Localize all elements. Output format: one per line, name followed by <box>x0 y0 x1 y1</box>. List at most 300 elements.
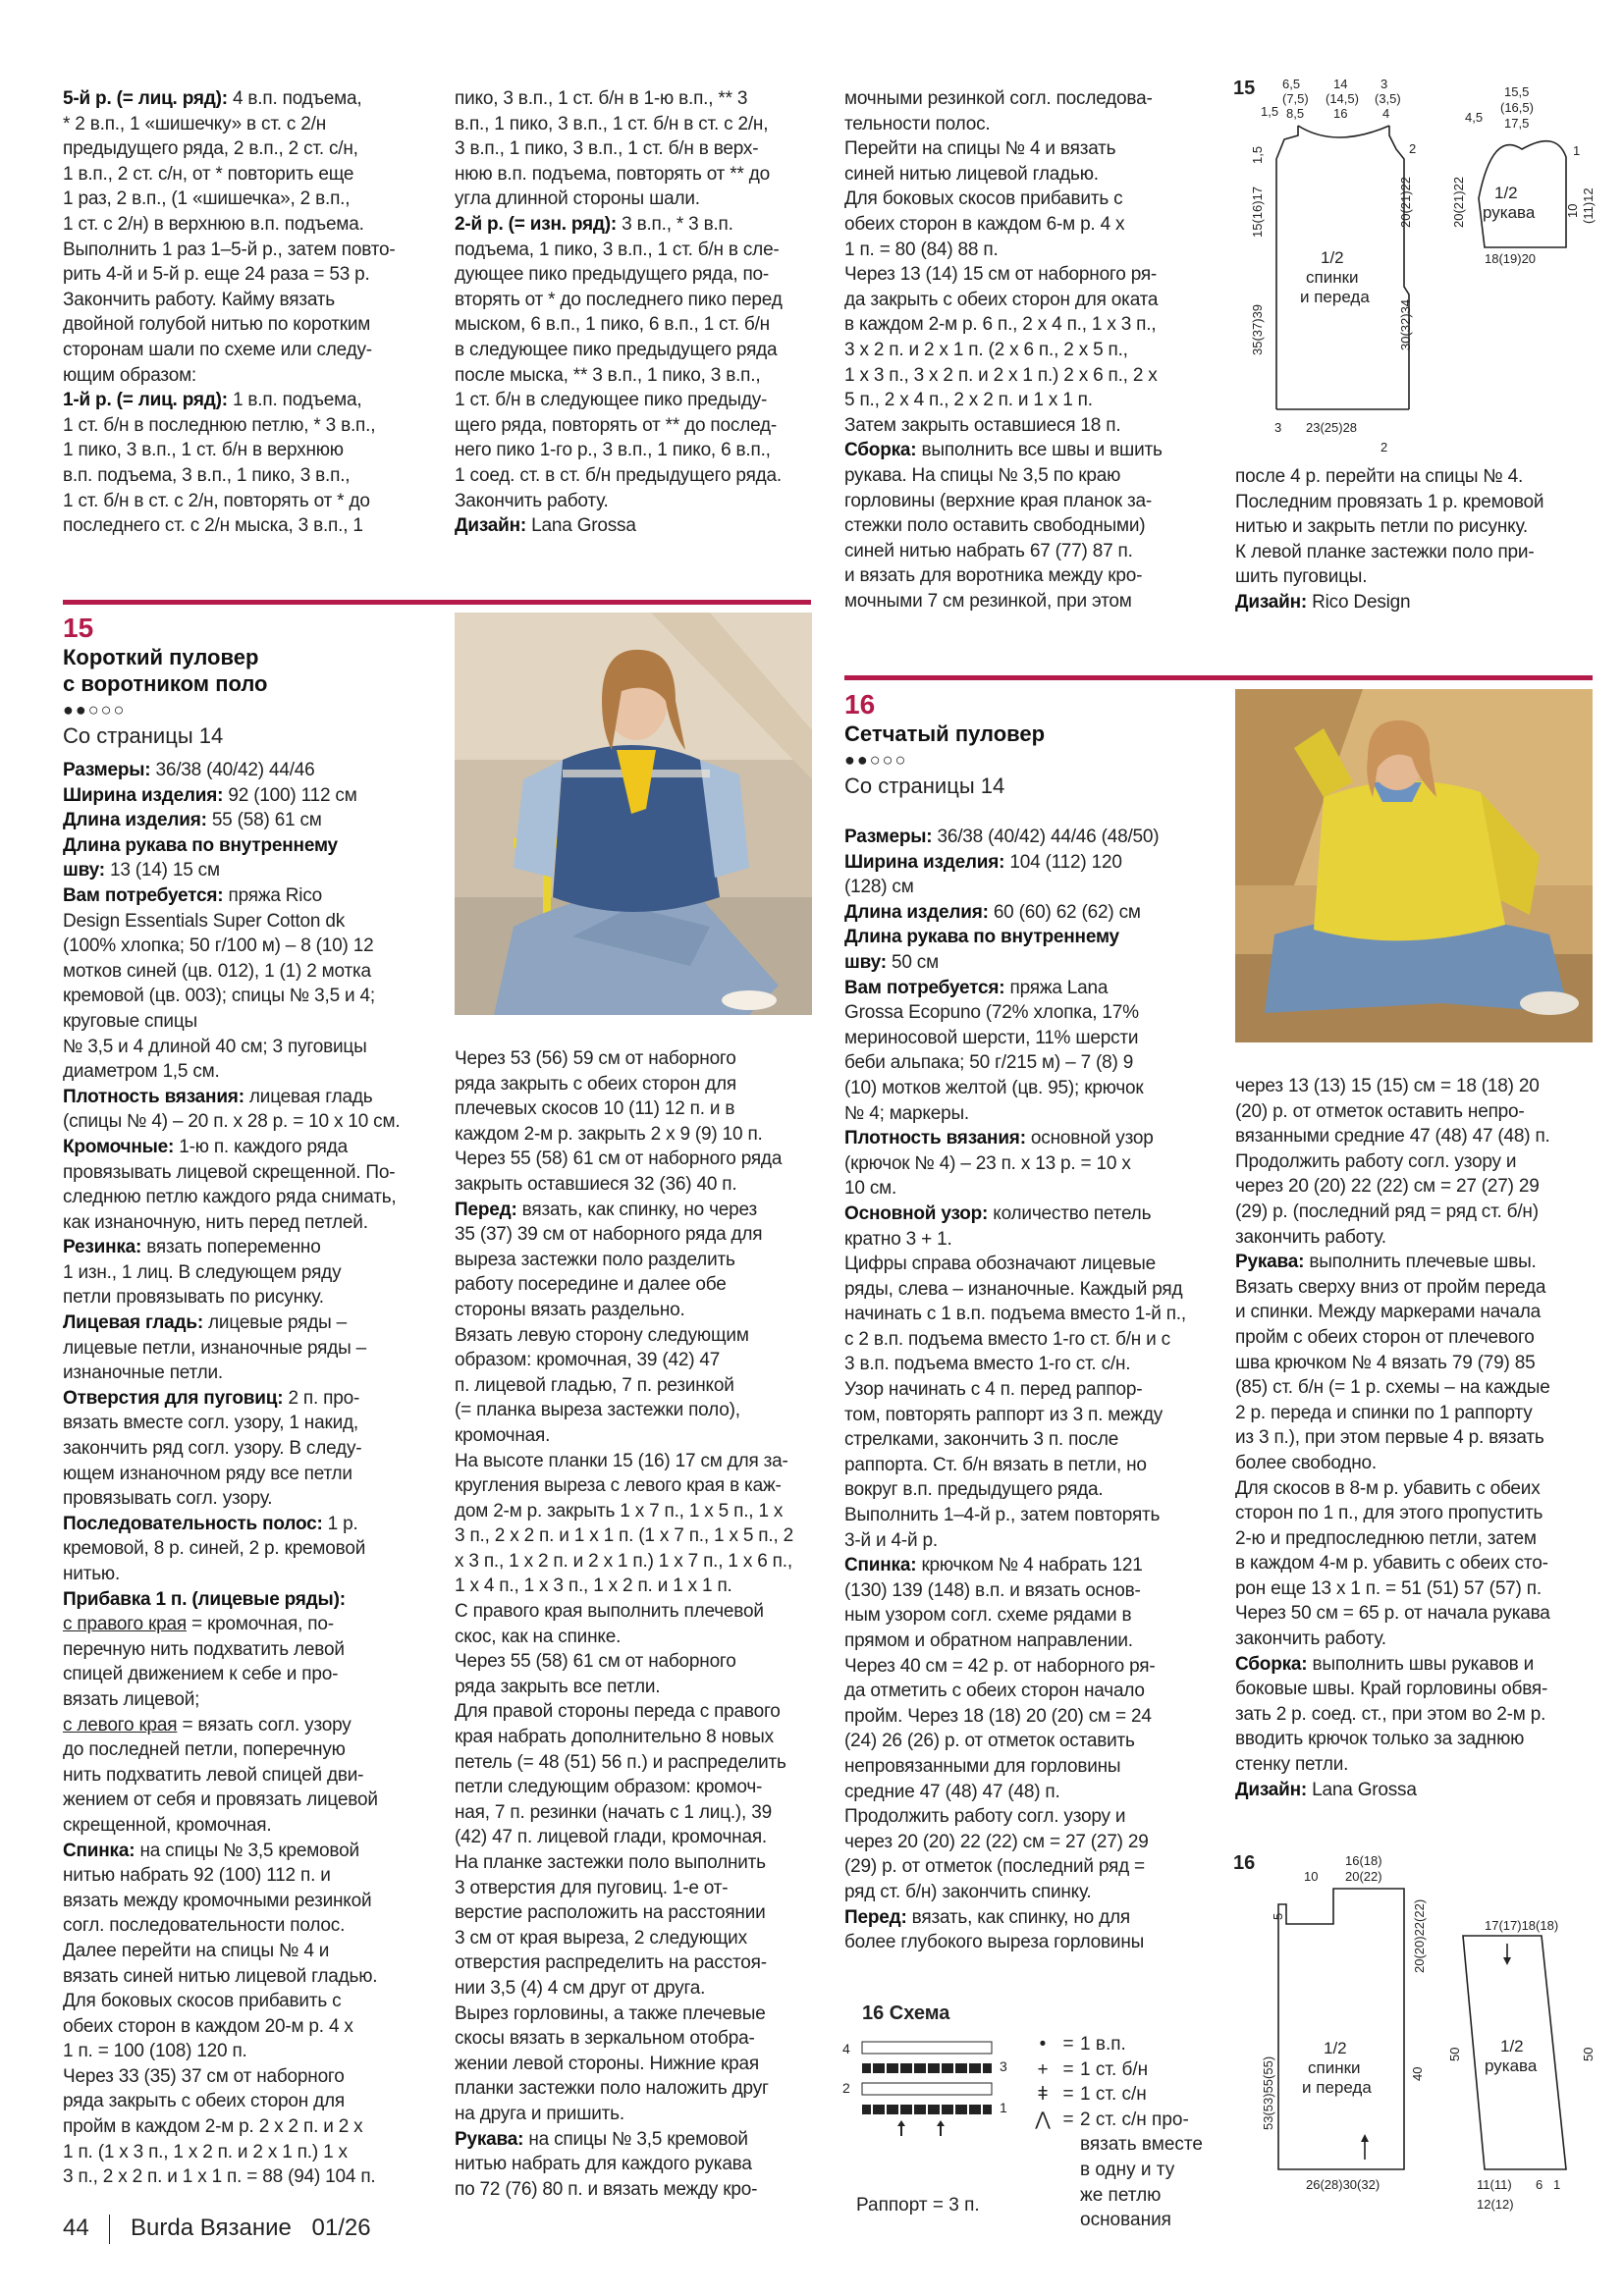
text-line <box>1235 464 1608 490</box>
line-text: и вязать для воротника между кро- <box>844 565 1143 587</box>
text-line <box>1235 1225 1608 1251</box>
line-text: более свободно. <box>1235 1452 1377 1473</box>
legend-text: в одну и ту <box>1080 2159 1175 2180</box>
text-line <box>63 2064 436 2090</box>
sl-one: 1 <box>1553 2177 1561 2192</box>
legend-symbol <box>1029 2183 1056 2209</box>
text-line <box>1235 1149 1608 1175</box>
legend-symbol <box>1029 2208 1056 2233</box>
text-line <box>63 1788 436 1813</box>
label: Дизайн: <box>455 515 527 537</box>
text-line <box>844 1000 1218 1026</box>
text-line <box>844 513 1218 539</box>
line-text: кремовой, 8 р. синей, 2 р. кремовой <box>63 1538 366 1560</box>
text-line <box>844 1729 1218 1754</box>
s16-col-2 <box>1235 1074 1608 1802</box>
text-line <box>455 112 828 137</box>
line-text: провязывать лицевой скрещенной. По- <box>63 1161 396 1183</box>
line-text: начинать с 1 в.п. подъема вместо 1-й п., <box>844 1304 1186 1325</box>
text-line <box>455 2152 828 2177</box>
line-text: боковые швы. Край горловины обвя- <box>1235 1679 1548 1700</box>
line-text: нюю в.п. подъема, повторять от ** до <box>455 163 770 185</box>
text-line <box>63 984 436 1009</box>
text-line <box>63 288 426 313</box>
text-line <box>63 1411 436 1436</box>
text-line <box>1235 564 1608 590</box>
line-text: обеих сторон в каждом 6-м р. 4 х <box>844 213 1125 235</box>
text-line <box>1235 1752 1608 1778</box>
text-line <box>455 1046 828 1072</box>
line-text: раппорта. Ст. б/н вязать в петли, но <box>844 1454 1147 1475</box>
text-line <box>844 1854 1218 1880</box>
scheme-16-block <box>842 2002 1235 2231</box>
line-text: закрыть оставшиеся 32 (36) 40 п. <box>455 1173 737 1195</box>
text-line <box>455 1373 828 1399</box>
row-4-label: 4 <box>842 2041 850 2056</box>
body-label-2: спинки <box>1308 2058 1361 2077</box>
text-line <box>1235 1601 1608 1627</box>
legend-text: 2 ст. с/н про- <box>1080 2109 1189 2130</box>
line-text: На высоте планки 15 (16) 17 см для за- <box>455 1450 788 1471</box>
line-text: 3 в.п. подъема вместо 1-го ст. с/н. <box>844 1354 1131 1375</box>
line-text: обеих сторон в каждом 20-м р. 4 х <box>63 2015 353 2037</box>
sl-r1: 10 <box>1565 203 1580 218</box>
line-text: синей нитью лицевой гладью. <box>844 163 1099 185</box>
dim-bottom: 26(28)30(32) <box>1306 2177 1380 2192</box>
line-text: петли провязывать по рисунку. <box>63 1287 324 1308</box>
line-text: (= планка выреза застежки поло), <box>455 1400 740 1421</box>
line-text: работу посередине и далее обе <box>455 1274 727 1296</box>
text-line <box>63 513 426 539</box>
text-line <box>455 1272 828 1298</box>
label: Сборка: <box>844 440 917 461</box>
legend-equals: = <box>1062 2109 1074 2130</box>
line-text: да отметить с обеих сторон начало <box>844 1681 1145 1702</box>
line-text: (спицы № 4) – 20 п. х 28 р. = 10 х 10 см. <box>63 1111 401 1133</box>
line-text: ным узором согл. схеме рядами в <box>844 1605 1132 1627</box>
text-line <box>844 86 1218 112</box>
text-line <box>844 1804 1218 1830</box>
text-line <box>844 1176 1218 1201</box>
label: шву: <box>844 951 887 973</box>
text-line <box>63 1964 436 1990</box>
line-text: Для боковых скосов прибавить с <box>63 1991 342 2012</box>
label: Рукава: <box>455 2128 524 2150</box>
line-text: Вязать левую сторону следующим <box>455 1324 749 1346</box>
dim-w2: 14 <box>1333 77 1348 91</box>
line-text: (29) р. от отметок (последний ряд = <box>844 1856 1145 1878</box>
label: 2-й р. (= изн. ряд): <box>455 213 618 235</box>
sl-top: 15,5 <box>1504 84 1530 99</box>
text-line <box>1235 514 1608 540</box>
legend-text: 1 ст. с/н <box>1080 2084 1147 2106</box>
text-line <box>844 900 1218 926</box>
text-line <box>455 363 828 389</box>
label: Вам потребуется: <box>63 884 224 906</box>
text-line <box>455 2127 828 2153</box>
difficulty-dots: ●●○○○ <box>844 750 908 770</box>
label: Спинка: <box>844 1555 917 1576</box>
label: Прибавка 1 п. (лицевые ряды): <box>63 1588 346 1610</box>
text-line <box>63 934 436 959</box>
text-line <box>455 463 828 489</box>
text-line <box>63 262 426 288</box>
rapport-label: Раппорт = 3 п. <box>856 2195 980 2216</box>
line-text: том, повторять раппорт из 3 п. между <box>844 1404 1164 1425</box>
text-line <box>844 1327 1218 1353</box>
line-text: 13 (14) 15 см <box>104 860 220 881</box>
line-text: планки застежки поло наложить друг <box>455 2078 769 2100</box>
text-line <box>63 388 426 413</box>
line-text: ная, 7 п. резинки (начать с 1 лиц.), 39 <box>455 1801 772 1823</box>
page-footer <box>63 2215 371 2244</box>
text-line <box>844 187 1218 212</box>
text-line <box>844 338 1218 363</box>
text-line <box>1235 490 1608 515</box>
text-line <box>455 136 828 162</box>
line-text: нии 3,5 (4) 4 см друг от друга. <box>455 1977 706 1999</box>
text-line <box>455 1222 828 1248</box>
sl-bottom: 18(19)20 <box>1485 251 1537 266</box>
line-text: 3 в.п., 1 пико, 3 в.п., 1 ст. б/н в верх- <box>455 138 759 160</box>
dim-side-top2: 1,5 <box>1250 145 1265 164</box>
text-line <box>63 1737 436 1763</box>
section-16-number: 16 <box>844 689 876 720</box>
line-text: выполнить плечевые швы. <box>1304 1252 1537 1273</box>
line-text: вязать, как спинку, но через <box>516 1199 757 1220</box>
text-line <box>63 1085 436 1110</box>
legend-text: же петлю <box>1080 2184 1162 2206</box>
line-text: двойной голубой нитью по коротким <box>63 314 371 336</box>
sl-side: 4,5 <box>1465 110 1484 125</box>
line-text: петель (= 48 (51) 56 п.) и распределить <box>455 1751 786 1773</box>
line-text: (20) р. от отметок оставить непро- <box>1235 1100 1525 1122</box>
text-line <box>63 136 426 162</box>
text-line <box>844 1427 1218 1453</box>
line-text: вязать попеременно <box>141 1237 321 1258</box>
line-text: пройм с обеих сторон от плечевого <box>1235 1326 1535 1348</box>
line-text: крючком № 4 набрать 121 <box>916 1555 1143 1576</box>
line-text: Узор начинать с 4 п. перед раппор- <box>844 1379 1143 1401</box>
legend-equals: = <box>1062 2034 1074 2055</box>
line-text: закончить работу. <box>1235 1226 1386 1248</box>
text-line <box>63 1235 436 1260</box>
dim-w2b: (14,5) <box>1326 91 1359 106</box>
text-line <box>63 1662 436 1687</box>
text-line <box>63 1035 436 1060</box>
line-text: края набрать дополнительно 8 новых <box>455 1727 774 1748</box>
line-text: Вязать сверху вниз от пройм переда <box>1235 1276 1546 1298</box>
line-text: 36/38 (40/42) 44/46 (48/50) <box>932 827 1160 847</box>
line-text: нитью и закрыть петли по рисунку. <box>1235 516 1528 538</box>
line-text: = кромочная, по- <box>186 1614 334 1635</box>
legend-item <box>1029 2108 1235 2133</box>
line-text: ряда закрыть все петли. <box>455 1676 661 1697</box>
text-line <box>63 1310 436 1336</box>
text-line <box>455 1248 828 1273</box>
label: Ширина изделия: <box>63 784 224 806</box>
text-line <box>455 1473 828 1499</box>
line-text: Lana Grossa <box>526 515 636 537</box>
row-2-label: 2 <box>842 2080 850 2096</box>
line-text: вокруг в.п. предыдущего ряда. <box>844 1479 1104 1501</box>
text-line <box>63 1210 436 1236</box>
text-line <box>844 112 1218 137</box>
text-line <box>63 86 426 112</box>
text-line <box>455 1699 828 1725</box>
text-line <box>844 976 1218 1001</box>
dim-w1: 6,5 <box>1282 77 1301 91</box>
text-line <box>63 1512 436 1537</box>
text-line <box>844 413 1218 439</box>
sl-top3: 17,5 <box>1504 116 1530 131</box>
row-3-label: 3 <box>1000 2058 1007 2074</box>
text-line <box>844 312 1218 338</box>
line-text: 3-й и 4-й р. <box>844 1529 938 1551</box>
line-text: Затем закрыть оставшиеся 18 п. <box>844 414 1121 436</box>
text-line <box>455 338 828 363</box>
text-line <box>63 238 426 263</box>
sl-top: 17(17)18(18) <box>1485 1918 1559 1933</box>
text-line <box>63 1813 436 1839</box>
text-line <box>63 312 426 338</box>
text-line <box>455 162 828 187</box>
text-line <box>455 1976 828 2002</box>
text-line <box>455 489 828 514</box>
dim-top1: 16(18) <box>1345 1853 1382 1868</box>
text-line <box>1235 1702 1608 1728</box>
label: Дизайн: <box>1235 591 1308 613</box>
text-line <box>63 112 426 137</box>
text-line <box>63 338 426 363</box>
sl-label-2: рукава <box>1483 203 1536 222</box>
text-line <box>1235 540 1608 565</box>
text-line <box>844 463 1218 489</box>
top-col-4 <box>1235 464 1608 615</box>
line-text: предыдущего ряда, 2 в.п., 2 ст. с/н, <box>63 138 358 160</box>
text-line <box>63 1361 436 1386</box>
text-line <box>63 1386 436 1412</box>
line-text: ряды, слева – изнаночные. Каждый ряд <box>844 1278 1183 1300</box>
text-line <box>455 1147 828 1172</box>
sl-label-1: 1/2 <box>1494 184 1518 202</box>
text-line <box>455 1649 828 1675</box>
text-line <box>63 1135 436 1160</box>
line-text: после мыска, ** 3 в.п., 1 пико, 3 в.п., <box>455 364 761 386</box>
line-text: выполнить все швы и вшить <box>916 440 1163 461</box>
line-text: него пико 1-го р., 3 в.п., 1 пико, 6 в.п., <box>455 440 771 461</box>
line-text: из 3 п.), при этом первые 4 р. вязать <box>1235 1427 1544 1449</box>
text-line <box>1235 1099 1608 1125</box>
legend-symbol <box>1029 2132 1056 2158</box>
line-text: 3 см от края выреза, 2 следующих <box>455 1927 747 1949</box>
line-text: вязать лицевой; <box>63 1688 200 1710</box>
line-text: Продолжить работу согл. узору и <box>1235 1150 1517 1172</box>
line-text: 1 п. (1 х 3 п., 1 х 2 п. и 2 х 1 п.) 1 х <box>63 2141 348 2163</box>
line-text: сторонам шали по схеме или следу- <box>63 339 372 360</box>
line-text: Перейти на спицы № 4 и вязать <box>844 138 1116 160</box>
section-16-rule <box>844 675 1593 680</box>
s15-col-1 <box>63 758 436 2190</box>
text-line <box>844 1553 1218 1578</box>
text-line <box>455 2177 828 2203</box>
text-line <box>63 858 436 883</box>
label: Перед: <box>844 1906 907 1928</box>
line-text: Через 33 (35) 37 см от наборного <box>63 2065 345 2087</box>
label: Длина изделия: <box>844 901 989 923</box>
line-text: 1 п. = 80 (84) 88 п. <box>844 239 999 260</box>
line-text: лицевые ряды – <box>202 1312 348 1334</box>
text-line <box>1235 590 1608 615</box>
line-text: отверстия распределить на расстоя- <box>455 1952 767 1974</box>
text-line <box>455 1825 828 1850</box>
text-line <box>844 1754 1218 1780</box>
line-text: закончить ряд согл. узору. В следу- <box>63 1438 362 1460</box>
line-text: 36/38 (40/42) 44/46 <box>150 760 315 780</box>
footer-divider <box>109 2215 110 2244</box>
line-text: 1 изн., 1 лиц. В следующем ряду <box>63 1261 342 1283</box>
line-text: вязанными средние 47 (48) 47 (48) п. <box>1235 1126 1550 1148</box>
text-line <box>844 1026 1218 1051</box>
text-line <box>63 2014 436 2040</box>
issue-number: 01/26 <box>311 2215 371 2242</box>
line-text: плечевых скосов 10 (11) 12 п. и в <box>455 1098 735 1120</box>
label: шву: <box>63 860 105 881</box>
dim-top2: 20(22) <box>1345 1869 1382 1884</box>
line-text: изнаночные петли. <box>63 1362 224 1384</box>
text-line <box>455 1599 828 1625</box>
legend-symbol: ǂ <box>1037 2084 1049 2106</box>
text-line <box>844 1830 1218 1855</box>
dim-w1b: (7,5) <box>1282 91 1309 106</box>
line-text: Через 55 (58) 61 см от наборного <box>455 1651 736 1673</box>
label: Вам потребуется: <box>844 977 1005 998</box>
section-16-title: Сетчатый пуловер <box>844 721 1046 746</box>
line-text: кромочная. <box>455 1424 551 1446</box>
text-line <box>1235 1451 1608 1476</box>
line-text: непровязанными для горловины <box>844 1755 1121 1777</box>
text-line <box>63 463 426 489</box>
line-text: в.п., 1 пико, 3 в.п., 1 ст. б/н в ст. с 2/н, <box>455 113 769 134</box>
text-line <box>455 1850 828 1876</box>
text-line <box>455 1523 828 1549</box>
text-line <box>455 86 828 112</box>
label: Длина изделия: <box>63 810 207 831</box>
line-text: 3 п., 2 х 2 п. и 1 х 1 п. = 88 (94) 104 п. <box>63 2166 376 2188</box>
label: Последовательность полос: <box>63 1513 323 1534</box>
text-line <box>455 1625 828 1650</box>
text-line <box>844 1629 1218 1654</box>
line-text: подъема, 1 пико, 3 в.п., 1 ст. б/н в сле- <box>455 239 780 260</box>
line-text: рон еще 13 х 1 п. = 51 (51) 57 (57) п. <box>1235 1577 1542 1599</box>
line-text: вторять от * до последнего пико перед <box>455 289 783 310</box>
sl-one: 1 <box>1573 143 1581 158</box>
line-text: 3 в.п., * 3 в.п. <box>617 213 733 235</box>
label: Перед: <box>455 1199 517 1220</box>
text-line <box>455 1775 828 1800</box>
legend-symbol <box>1029 2158 1056 2183</box>
text-line <box>844 136 1218 162</box>
line-text: (100% хлопка; 50 г/100 м) – 8 (10) 12 <box>63 935 374 957</box>
difficulty-dots: ●●○○○ <box>63 700 127 720</box>
line-text: рить 4-й и 5-й р. еще 24 раза = 53 р. <box>63 264 370 286</box>
line-text: шить пуговицы. <box>1235 566 1368 588</box>
text-line <box>455 212 828 238</box>
text-line <box>1235 1124 1608 1149</box>
text-line <box>63 2164 436 2190</box>
text-line <box>844 1151 1218 1177</box>
text-line <box>844 1277 1218 1303</box>
line-text: жении левой стороны. Нижние края <box>455 2053 759 2074</box>
photo-16-yellow-mesh-pullover <box>1235 689 1593 1042</box>
line-text: в каждом 4-м р. убавить с обеих сто- <box>1235 1553 1548 1575</box>
text-line <box>844 850 1218 876</box>
sl-r2: (11)12 <box>1581 187 1596 224</box>
text-line <box>1235 1174 1608 1200</box>
line-text: ряд ст. б/н) закончить спинку. <box>844 1881 1092 1902</box>
line-text: нитью набрать 92 (100) 112 п. и <box>63 1865 331 1887</box>
row-1-label: 1 <box>1000 2100 1007 2115</box>
text-line <box>455 1298 828 1323</box>
dim-left-w: 10 <box>1304 1869 1319 1884</box>
photo-15-blue-polo-pullover <box>455 613 812 1015</box>
body-label-3: и переда <box>1302 2078 1372 2097</box>
text-line <box>1235 1275 1608 1301</box>
magazine-name: Burda Вязание <box>131 2215 292 2242</box>
text-line <box>455 1499 828 1524</box>
legend-text: 1 в.п. <box>1080 2034 1126 2055</box>
text-line <box>63 1562 436 1587</box>
line-text: Закончить работу. Каймy вязать <box>63 289 335 310</box>
text-line <box>844 1704 1218 1730</box>
text-line <box>1235 1425 1608 1451</box>
dim-w2c: 16 <box>1333 106 1348 121</box>
text-line <box>844 288 1218 313</box>
line-text: верстие расположить на расстоянии <box>455 1902 766 1924</box>
text-line <box>455 413 828 439</box>
section-15-title-line2: с воротником поло <box>63 671 268 696</box>
text-line <box>455 262 828 288</box>
line-text: нить подхватить левой спицей дви- <box>63 1764 364 1786</box>
legend-item <box>1029 2158 1235 2183</box>
text-line <box>844 1654 1218 1680</box>
line-text: стежки поло оставить свободными) <box>844 515 1146 537</box>
line-text: 55 (58) 61 см <box>206 810 322 831</box>
line-text: Для скосов в 8-м р. убавить с обеих <box>1235 1477 1541 1499</box>
line-text: средние 47 (48) 47 (48) п. <box>844 1781 1060 1802</box>
line-text: Rico Design <box>1307 591 1411 613</box>
text-line <box>63 783 436 809</box>
section-15-header <box>63 613 446 750</box>
text-line <box>455 2102 828 2127</box>
line-text: (10) мотков желтой (цв. 95); крючок <box>844 1077 1144 1098</box>
section-15-rule <box>63 600 811 605</box>
text-line <box>844 438 1218 463</box>
line-text: нитью. <box>63 1564 121 1584</box>
label: Плотность вязания: <box>63 1086 244 1107</box>
dim-left1: 1,5 <box>1261 104 1279 119</box>
text-line <box>844 1880 1218 1905</box>
legend-text: основания <box>1080 2210 1171 2231</box>
body-label-1: 1/2 <box>1321 248 1344 267</box>
text-line <box>63 1863 436 1889</box>
text-line <box>63 959 436 985</box>
line-text: на спицы № 3,5 кремовой <box>135 1840 359 1861</box>
text-line <box>63 187 426 212</box>
line-text: (85) ст. б/н (= 1 р. схемы – на каждые <box>1235 1377 1550 1399</box>
text-line <box>1235 1501 1608 1526</box>
text-line <box>844 1528 1218 1554</box>
